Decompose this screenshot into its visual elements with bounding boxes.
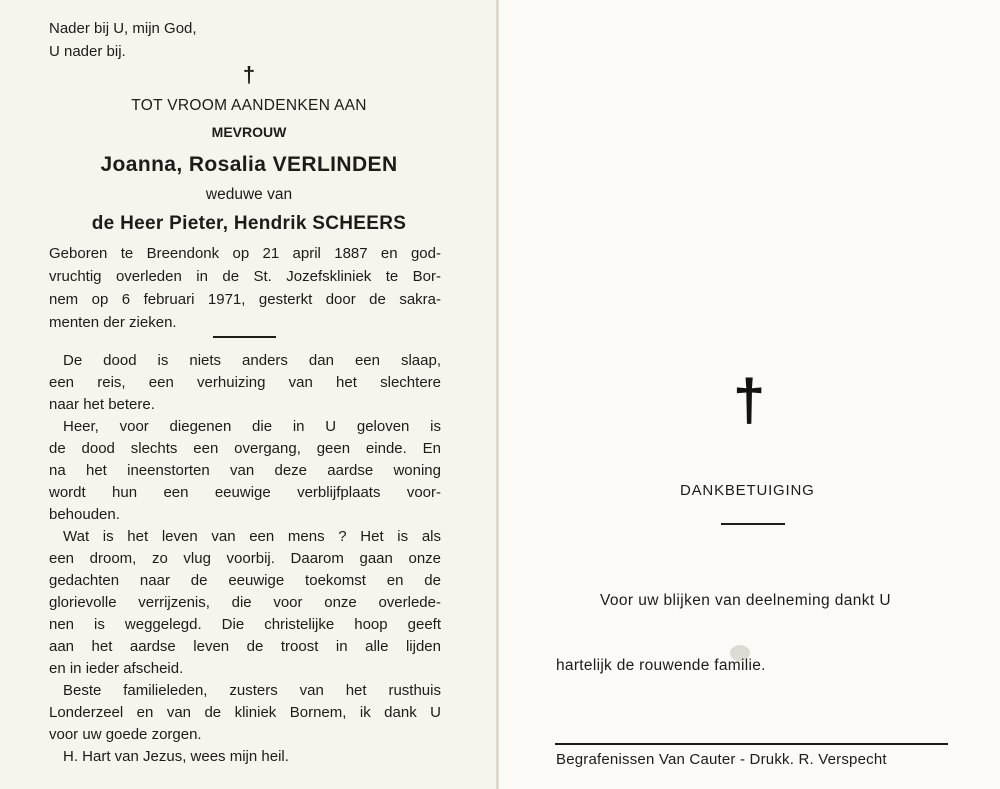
meditation-line: Beste familieleden, zusters van het rusthuis xyxy=(63,682,441,699)
divider xyxy=(721,523,785,525)
meditation-line: De dood is niets anders dan een slaap, xyxy=(63,352,441,369)
verse-line-1: Nader bij U, mijn God, xyxy=(49,20,197,37)
meditation-line: een reis, een verhuizing van het slechtere xyxy=(49,374,441,391)
honorific: MEVROUW xyxy=(211,124,287,140)
deceased-name: Joanna, Rosalia VERLINDEN xyxy=(100,153,398,176)
meditation-line: aan het aardse leven de troost in alle lijden xyxy=(49,638,441,655)
left-panel xyxy=(0,0,496,789)
verse-line-2: U nader bij. xyxy=(49,43,126,60)
divider xyxy=(213,336,276,338)
biography-line: Geboren te Breendonk op 21 april 1887 en god- xyxy=(49,245,441,262)
printer-credit: Begrafenissen Van Cauter - Drukk. R. Verspecht xyxy=(556,751,887,768)
meditation-line: naar het betere. xyxy=(49,396,155,413)
thanks-title: DANKBETUIGING xyxy=(680,482,815,499)
biography-line: menten der zieken. xyxy=(49,314,177,331)
biography-line: nem op 6 februari 1971, gesterkt door de sakra- xyxy=(49,291,441,308)
widow-of-label: weduwe van xyxy=(205,186,293,203)
meditation-line: nen is weggelegd. Die christelijke hoop geeft xyxy=(49,616,441,633)
meditation-line: behouden. xyxy=(49,506,120,523)
meditation-line: na het ineenstorten van deze aardse woning xyxy=(49,462,441,479)
meditation-line: Heer, voor diegenen die in U geloven is xyxy=(63,418,441,435)
meditation-line: en in ieder afscheid. xyxy=(49,660,184,677)
meditation-line: gedachten naar de eeuwige toekomst en de xyxy=(49,572,441,589)
memorial-intro: TOT VROOM AANDENKEN AAN xyxy=(131,97,367,114)
meditation-line: Londerzeel en van de kliniek Bornem, ik dank U xyxy=(49,704,441,721)
prayer-line: H. Hart van Jezus, wees mijn heil. xyxy=(63,748,289,765)
biography-line: vruchtig overleden in de St. Jozefskliniek te Bor- xyxy=(49,268,441,285)
thanks-line-2: hartelijk de rouwende familie. xyxy=(556,657,766,674)
cross-icon-large: † xyxy=(733,368,766,433)
thanks-line-1: Voor uw blijken van deelneming dankt U xyxy=(600,592,891,609)
meditation-line: wordt hun een eeuwige verblijfplaats voor- xyxy=(49,484,441,501)
meditation-line: glorievolle verrijzenis, die voor onze overlede- xyxy=(49,594,441,611)
meditation-line: een droom, zo vlug voorbij. Daarom gaan onze xyxy=(49,550,441,567)
meditation-line: de dood slechts een overgang, geen einde. En xyxy=(49,440,441,457)
husband-name: de Heer Pieter, Hendrik SCHEERS xyxy=(91,213,407,234)
divider xyxy=(555,743,948,745)
cross-icon-small: † xyxy=(242,62,256,87)
meditation-line: Wat is het leven van een mens ? Het is als xyxy=(63,528,441,545)
meditation-line: voor uw goede zorgen. xyxy=(49,726,202,743)
